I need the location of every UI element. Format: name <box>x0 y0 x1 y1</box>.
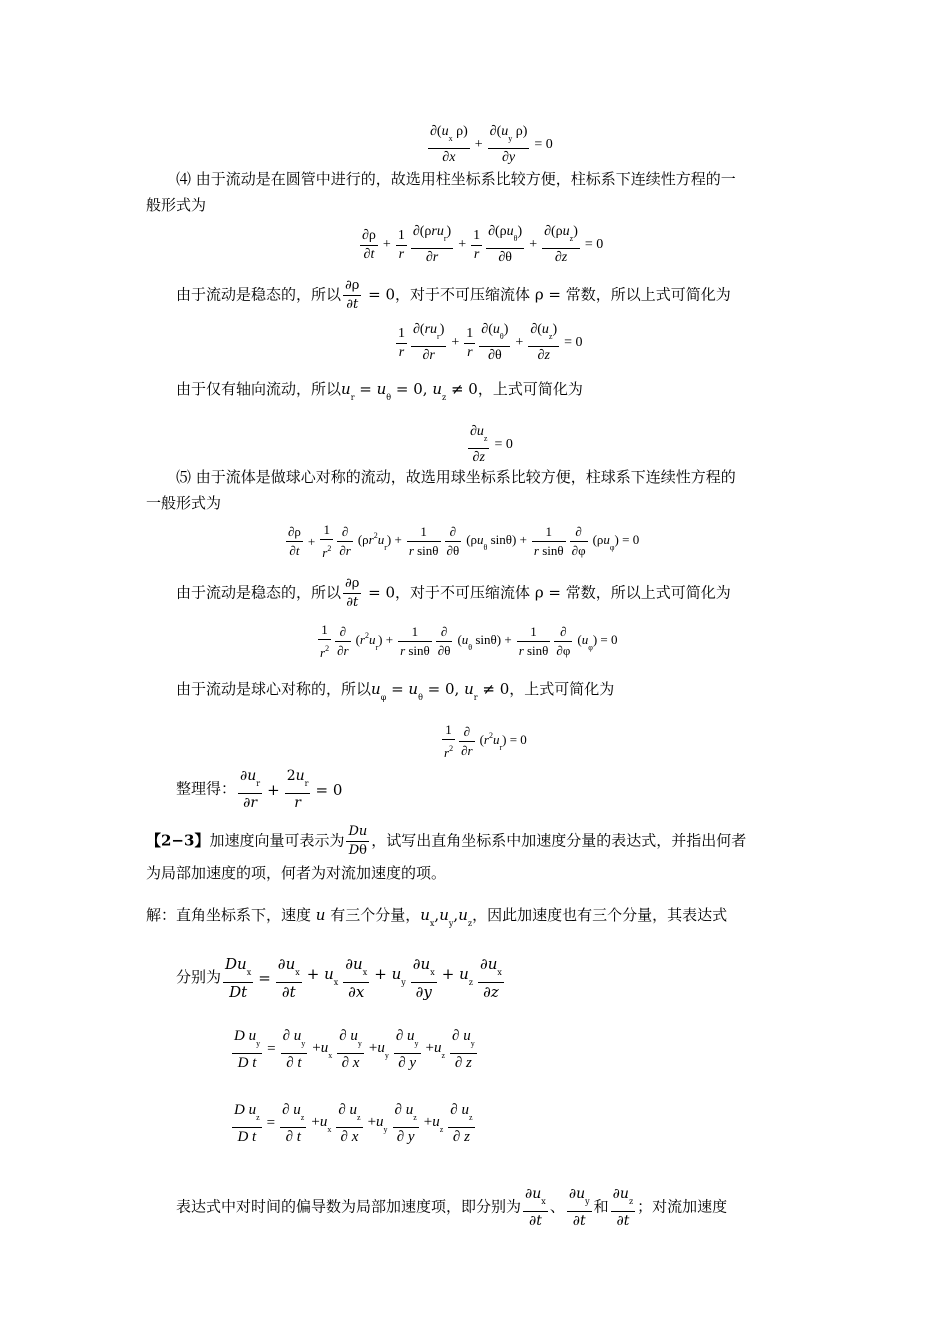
solution-line-1: 解：直角坐标系下，速度 u 有三个分量，$u_x,u_y,u_z$，因此加速度也有三个分量，其表达式 <box>146 906 728 928</box>
para5-line2: 一般形式为 <box>146 494 222 512</box>
eq-cylindrical-final: $\frac{\partial u_z}{\partial z}$ = 0 <box>470 424 513 465</box>
para5-line1: ⑸ 由于流体是做球心对称的流动，故选用球坐标系比较方便，柱球系下连续性方程的 <box>176 468 736 486</box>
eq-spherical-simplified: $\frac{1}{r^2}$ $\frac{\partial}{\partial r}$ $(r^2u_r)$ + $\frac{1}{\text{r sinθ}}$ $\frac{\partial}{\partial\theta}$ ($u_\theta$ sinθ) + $\frac{1}{\text{r sinθ}}$ $\frac{\partial}{\partial\varphi}$ $(u_\varphi) = 0$ <box>320 622 618 660</box>
para4-line1: ⑷ 由于流动是在圆管中进行的，故选用柱坐标系比较方便，柱标系下连续性方程的一 <box>176 170 736 188</box>
para4-line2: 般形式为 <box>146 196 207 214</box>
problem-line-2: 为局部加速度的项，何者为对流加速度的项。 <box>146 864 447 882</box>
eq-spherical-final: $\frac{1}{r^2}$ $\frac{\partial}{\partial r}$ $(r^2u_r) = 0$ <box>444 722 527 760</box>
axial-flow-line: 由于仅有轴向流动，所以$u_r = u_\theta = 0$, $u_z \ne 0$，上式可简化为 <box>176 380 583 402</box>
steady-line-2: 由于流动是稳态的，所以 $\frac{\partial\rho}{\partial t}$ = 0，对于不可压缩流体 ρ = 常数，所以上式可简化为 <box>176 576 731 610</box>
eq-accel-x: 分别为 $\frac{Du_x}{Dt}$ = $\frac{\partial u_x}{\partial t}$ + $u_x$ $\frac{\partial u_x}{\partial x}$ + $u_y$ $\frac{\partial u_x}{\partial y}$ + $u_z$ $\frac{\partial u_x}{\partial z}$ <box>176 955 502 1001</box>
problem-tag: 【2−3】 <box>146 831 210 850</box>
symmetric-line: 由于流动是球心对称的，所以$u_\varphi = u_\theta = 0$, $u_r \ne 0$，上式可简化为 <box>176 680 615 702</box>
eq-accel-z: $\frac{D u_z}{\text{D t}}$ = $\frac{\partial u_z}{\partial t}$ $+u_x$ $\frac{\partial u_z}{\partial x}$ $+u_y$ $\frac{\partial u_z}{\partial y}$ $+u_z$ $\frac{\partial u_z}{\partial z}$ <box>234 1102 473 1145</box>
eq-accel-y: $\frac{D u_y}{\text{D t}}$ = $\frac{\partial u_y}{\partial t}$ $+u_x$ $\frac{\partial u_y}{\partial x}$ $+u_y$ $\frac{\partial u_y}{\partial y}$ $+u_z$ $\frac{\partial u_y}{\partial z}$ <box>234 1028 475 1071</box>
eq-cylindrical-simplified: $\frac{1}{r}$ $\frac{\partial(ru_r)}{\partial r}$ + $\frac{1}{r}$ $\frac{\partial(u_\theta)}{\partial\theta}$ + $\frac{\partial(u_z)}{\partial z}$ = 0 <box>398 322 583 363</box>
problem-line-1: 【2−3】加速度向量可表示为 $\frac{Du}{D\theta}$ ，试写出直角坐标系中加速度分量的表达式，并指出何者 <box>146 824 747 858</box>
eq-cylindrical-general: $\frac{\partial\rho}{\partial t}$ + $\frac{1}{r}$ $\frac{\partial(\rho ru_r)}{\partial r}$ + $\frac{1}{r}$ $\frac{\partial(\rho u_\theta)}{\partial\theta}$ + $\frac{\partial(\rho u_z)}{\partial z}$ = 0 <box>362 224 604 265</box>
eq-top: $\frac{\partial(u_x \rho)}{\partial x}$ + $\frac{\partial(u_y \rho)}{\partial y}$ = 0 <box>430 124 553 165</box>
eq-spherical-general: $\frac{\partial\rho}{\partial t}$ + $\frac{1}{r^2}$ $\frac{\partial}{\partial r}$ $(\rho r^2u_r)$ + $\frac{1}{\text{r sinθ}}$ $\frac{\partial}{\partial\theta}$ ($\rho u_\theta$ sinθ) + $\frac{1}{\text{r sinθ}}$ $\frac{\partial}{\partial\varphi}$ $(\rho u_\varphi) = 0$ <box>288 522 640 560</box>
local-accel-line: 表达式中对时间的偏导数为局部加速度项，即分别为 $\frac{\partial u_x}{\partial t}$ 、 $\frac{\partial u_y}{\partial t}$ 和 $\frac{\partial u_z}{\partial t}$ ；对流加速度 <box>176 1186 728 1229</box>
steady-line-1: 由于流动是稳态的，所以 $\frac{\partial\rho}{\partial t}$ = 0，对于不可压缩流体 ρ = 常数，所以上式可简化为 <box>176 278 731 312</box>
arranged-line: 整理得： $\frac{\partial u_r}{\partial r}$ + $\frac{2u_r}{r}$ = 0 <box>176 768 343 811</box>
